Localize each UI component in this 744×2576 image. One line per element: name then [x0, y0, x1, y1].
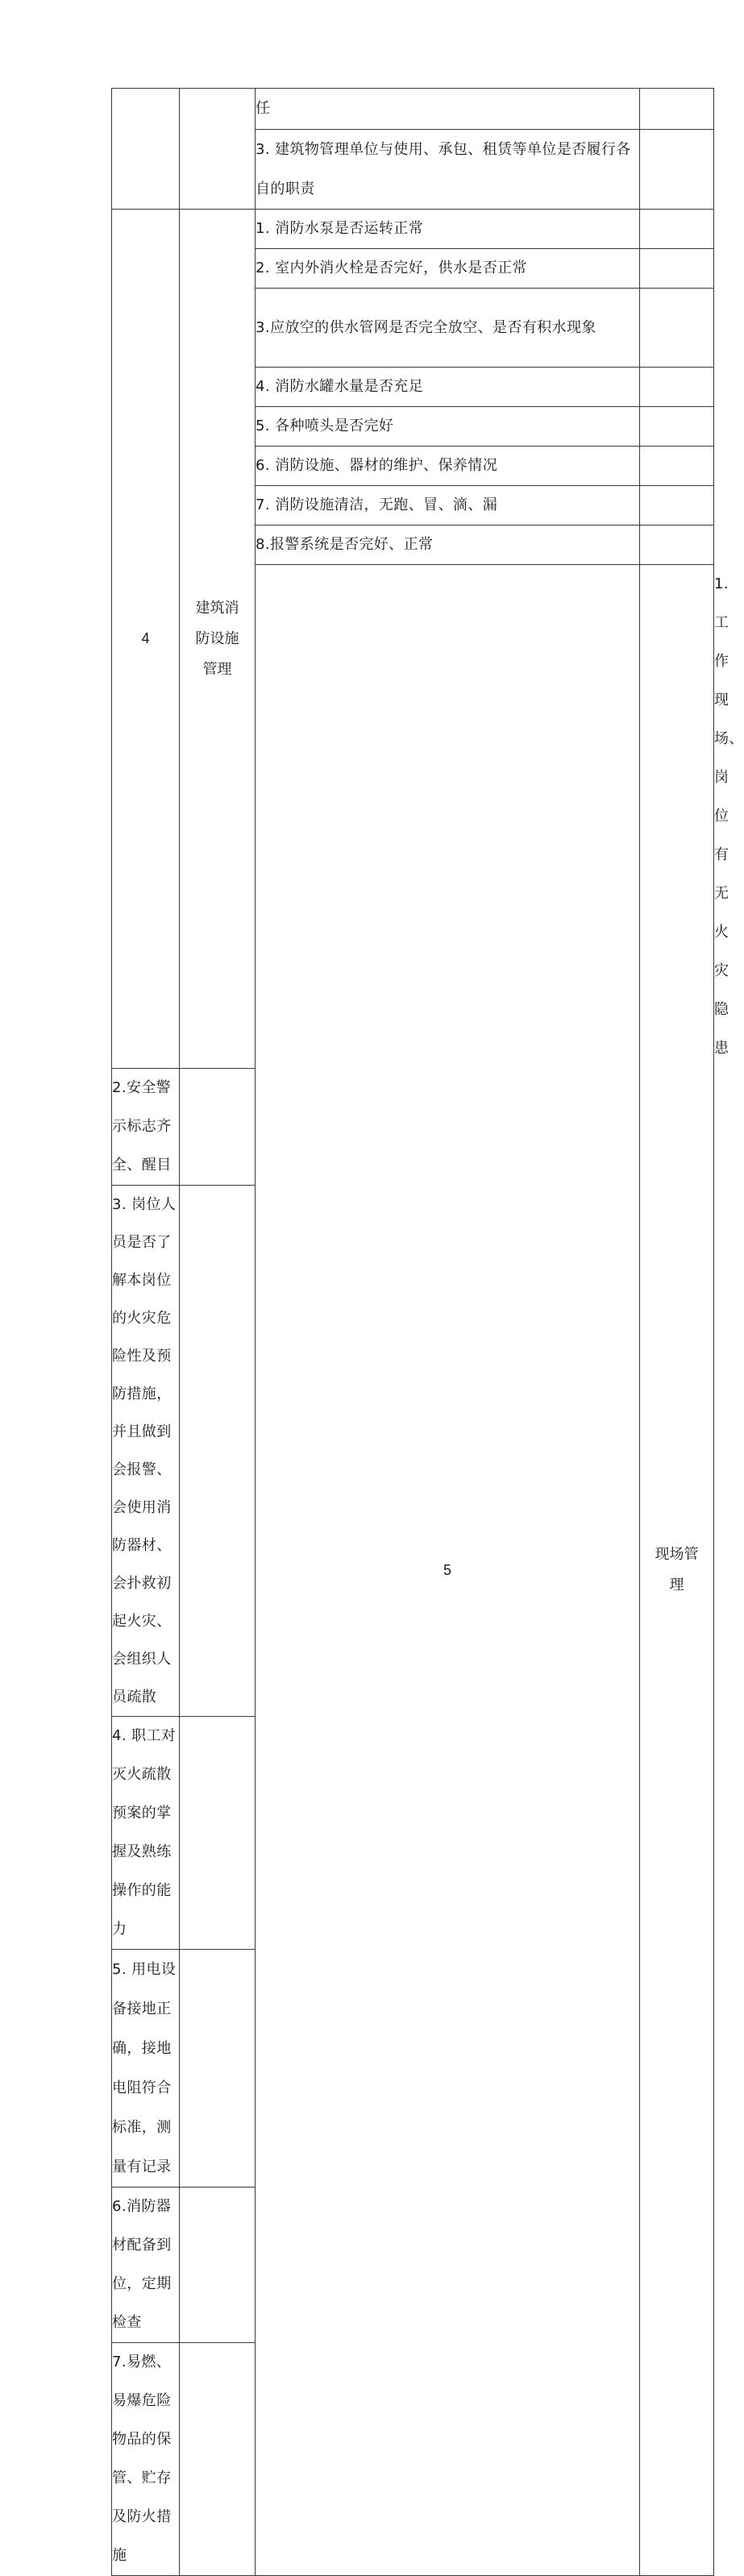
result-cell — [640, 210, 714, 249]
check-item: 1. 消防水泵是否运转正常 — [256, 210, 640, 249]
check-item: 6. 消防设施、器材的维护、保养情况 — [256, 447, 640, 486]
table-row — [112, 210, 714, 249]
result-cell — [640, 289, 714, 368]
result-cell — [180, 1069, 256, 1186]
result-cell — [640, 407, 714, 447]
result-cell — [640, 89, 714, 130]
result-cell — [640, 526, 714, 565]
result-cell — [640, 130, 714, 210]
check-item: 3.应放空的供水管网是否完全放空、是否有积水现象 — [256, 289, 640, 368]
table-row: 5 现场管理 1. 工作现场、岗位有无火灾隐患 — [112, 565, 714, 1069]
section-category-cell — [180, 89, 256, 210]
check-item: 5. 用电设备接地正确，接地电阻符合标准，测量有记录 — [112, 1950, 180, 2188]
check-item: 7. 消防设施清洁，无跑、冒、滴、漏 — [256, 486, 640, 526]
table-row — [112, 89, 714, 130]
section-number: 5 — [256, 565, 640, 2576]
check-item: 2.安全警示标志齐全、醒目 — [112, 1069, 180, 1186]
result-cell — [180, 2188, 256, 2343]
section-number-cell — [112, 89, 180, 210]
section-category: 现场管理 — [640, 565, 714, 2576]
check-item: 4. 消防水罐水量是否充足 — [256, 368, 640, 407]
check-item: 7.易燃、易爆危险物品的保管、贮存及防火措施 — [112, 2343, 180, 2576]
result-cell — [640, 486, 714, 526]
result-cell — [640, 249, 714, 289]
inspection-checklist-table — [111, 88, 744, 2576]
check-item: 6.消防器材配备到位，定期检查 — [112, 2188, 180, 2343]
result-cell — [640, 368, 714, 407]
result-cell — [180, 1717, 256, 1950]
check-item: 任 — [256, 89, 640, 130]
result-cell — [180, 1950, 256, 2188]
section-category: 建筑消防设施管理 — [180, 210, 256, 1069]
check-item: 8.报警系统是否完好、正常 — [256, 526, 640, 565]
check-item: 2. 室内外消火栓是否完好，供水是否正常 — [256, 249, 640, 289]
result-cell — [180, 2343, 256, 2576]
check-item: 5. 各种喷头是否完好 — [256, 407, 640, 447]
result-cell — [640, 447, 714, 486]
check-item: 3. 建筑物管理单位与使用、承包、租赁等单位是否履行各自的职责 — [256, 130, 640, 210]
section-number: 4 — [112, 210, 180, 1069]
result-cell — [180, 1186, 256, 1717]
check-item: 4. 职工对灭火疏散预案的掌握及熟练操作的能力 — [112, 1717, 180, 1950]
check-item: 3. 岗位人员是否了解本岗位的火灾危险性及预防措施，并且做到会报警、会使用消防器材、会扑救初起火灾、会组织人员疏散 — [112, 1186, 180, 1717]
